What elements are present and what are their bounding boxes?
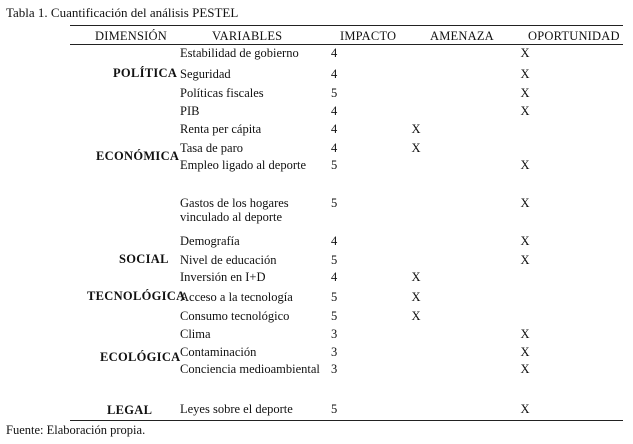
row-oportunidad-mark: X <box>520 196 530 210</box>
row-impacto: 4 <box>331 122 338 136</box>
row-impacto: 5 <box>331 253 338 267</box>
dimension-tecnologica: TECNOLÓGICA <box>87 289 186 303</box>
row-variable: Gastos de los hogares vinculado al deporte <box>180 196 289 224</box>
row-variable: Nivel de educación <box>180 253 277 267</box>
row-impacto: 4 <box>331 234 338 248</box>
row-oportunidad-mark: X <box>520 402 530 416</box>
row-oportunidad-mark: X <box>520 327 530 341</box>
row-impacto: 5 <box>331 290 338 304</box>
row-oportunidad-mark: X <box>520 86 530 100</box>
row-variable: Acceso a la tecnología <box>180 290 293 304</box>
row-variable: Seguridad <box>180 67 231 81</box>
row-oportunidad-mark: X <box>520 46 530 60</box>
table-top-rule <box>70 25 623 26</box>
header-impacto: IMPACTO <box>340 29 397 43</box>
dimension-politica: POLÍTICA <box>113 66 178 80</box>
row-oportunidad-mark: X <box>520 362 530 376</box>
dimension-ecologica: ECOLÓGICA <box>100 350 181 364</box>
row-amenaza-mark: X <box>411 141 421 155</box>
row-variable: PIB <box>180 104 200 118</box>
row-impacto: 5 <box>331 402 338 416</box>
header-amenaza: AMENAZA <box>430 29 494 43</box>
row-oportunidad-mark: X <box>520 345 530 359</box>
row-amenaza-mark: X <box>411 270 421 284</box>
table-footnote: Fuente: Elaboración propia. <box>6 423 146 437</box>
row-amenaza-mark: X <box>411 290 421 304</box>
row-impacto: 3 <box>331 362 338 376</box>
dimension-legal: LEGAL <box>107 403 153 417</box>
header-dimension: DIMENSIÓN <box>95 29 167 43</box>
dimension-social: SOCIAL <box>119 252 169 266</box>
row-variable: Empleo ligado al deporte <box>180 158 307 172</box>
row-impacto: 4 <box>331 104 338 118</box>
row-impacto: 3 <box>331 327 338 341</box>
dimension-economica: ECONÓMICA <box>96 149 180 163</box>
row-impacto: 3 <box>331 345 338 359</box>
row-impacto: 4 <box>331 46 338 60</box>
row-variable: Renta per cápita <box>180 122 262 136</box>
row-amenaza-mark: X <box>411 122 421 136</box>
row-variable: Consumo tecnológico <box>180 309 290 323</box>
row-variable: Demografía <box>180 234 240 248</box>
row-oportunidad-mark: X <box>520 234 530 248</box>
table-caption: Tabla 1. Cuantificación del análisis PESTEL <box>6 5 239 20</box>
row-amenaza-mark: X <box>411 309 421 323</box>
row-impacto: 5 <box>331 309 338 323</box>
table-bottom-rule <box>70 420 623 421</box>
row-variable: Estabilidad de gobierno <box>180 46 299 60</box>
row-variable: Contaminación <box>180 345 257 359</box>
row-variable: Políticas fiscales <box>180 86 264 100</box>
row-impacto: 5 <box>331 196 338 210</box>
row-impacto: 5 <box>331 86 338 100</box>
header-variables: VARIABLES <box>212 29 283 43</box>
row-impacto: 5 <box>331 158 338 172</box>
row-impacto: 4 <box>331 270 338 284</box>
row-oportunidad-mark: X <box>520 67 530 81</box>
row-impacto: 4 <box>331 141 338 155</box>
row-oportunidad-mark: X <box>520 104 530 118</box>
row-oportunidad-mark: X <box>520 158 530 172</box>
row-variable: Conciencia medioambiental <box>180 362 320 376</box>
row-oportunidad-mark: X <box>520 253 530 267</box>
row-variable: Clima <box>180 327 211 341</box>
row-variable: Inversión en I+D <box>180 270 266 284</box>
row-impacto: 4 <box>331 67 338 81</box>
header-bottom-rule <box>70 44 623 45</box>
row-variable: Tasa de paro <box>180 141 243 155</box>
header-oportunidad: OPORTUNIDAD <box>528 29 620 43</box>
row-variable: Leyes sobre el deporte <box>180 402 293 416</box>
